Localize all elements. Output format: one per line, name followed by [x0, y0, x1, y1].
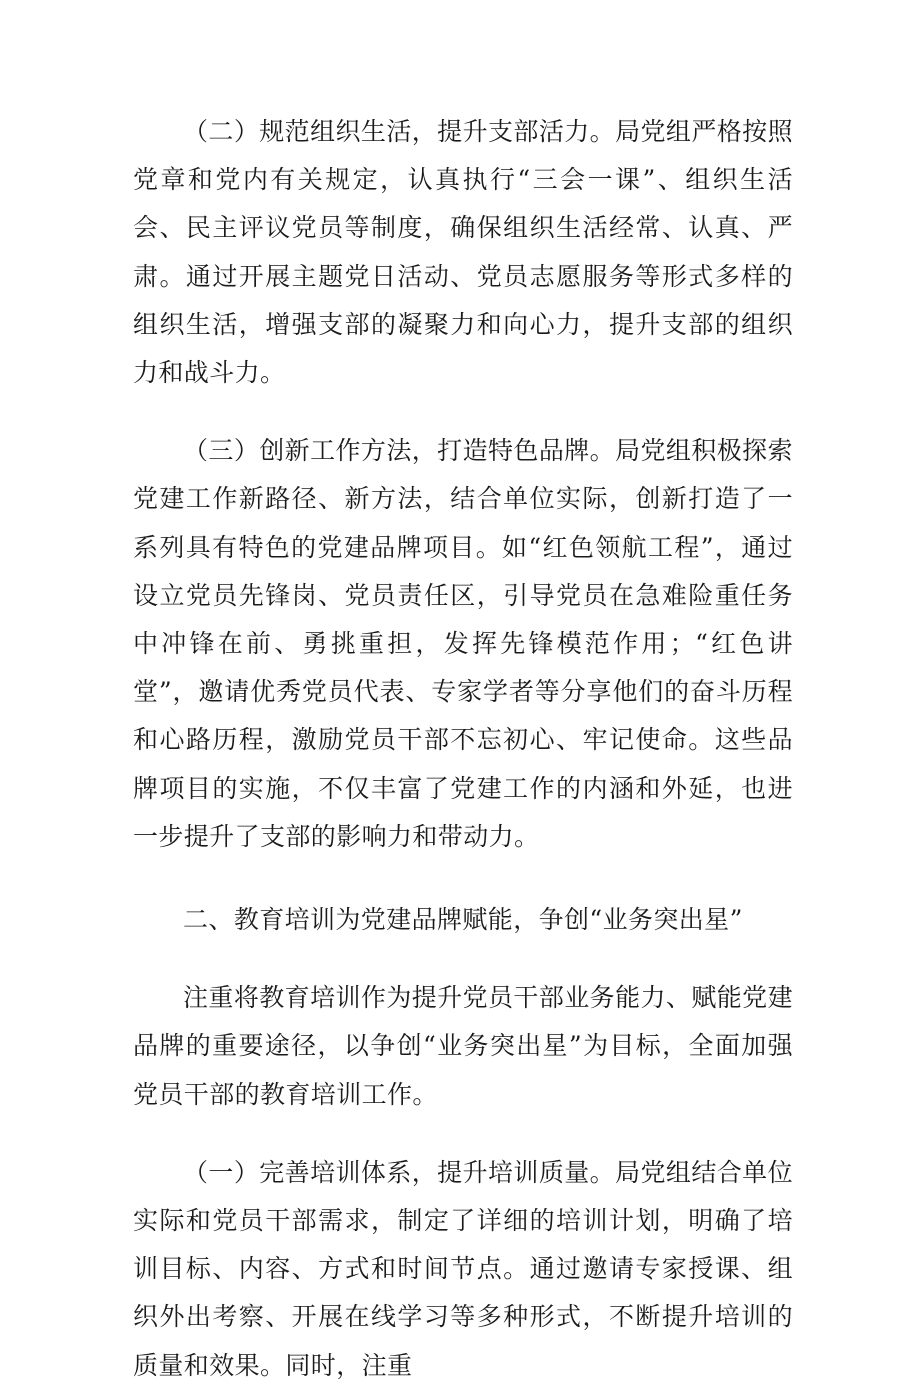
paragraph-education-intro: 注重将教育培训作为提升党员干部业务能力、赋能党建品牌的重要途径，以争创“业务突出星”为目标，全面加强党员干部的教育培训工作。: [133, 983, 793, 1109]
section-heading-education-training: 二、教育培训为党建品牌赋能，争创“业务突出星”: [183, 905, 743, 935]
paragraph-training-system: （一）完善培训体系，提升培训质量。局党组结合单位实际和党员干部需求，制定了详细的培训计划，明确了培训目标、内容、方式和时间节点。通过邀请专家授课、组织外出考察、开展在线学习等多种形式，不断提升培训的质量和效果。同时，注重: [133, 1157, 793, 1380]
paragraph-party-brand: （三）创新工作方法，打造特色品牌。局党组积极探索党建工作新路径、新方法，结合单位实际，创新打造了一系列具有特色的党建品牌项目。如“红色领航工程”，通过设立党员先锋岗、党员责任区，引导党员在急难险重任务中冲锋在前、勇挑重担，发挥先锋模范作用；“红色讲堂”，邀请优秀党员代表、专家学者等分享他们的奋斗历程和心路历程，激励党员干部不忘初心、牢记使命。这些品牌项目的实施，不仅丰富了党建工作的内涵和外延，也进一步提升了支部的影响力和带动力。: [133, 436, 793, 851]
document-body: [133, 108, 793, 1390]
paragraph-organization-life: （二）规范组织生活，提升支部活力。局党组严格按照党章和党内有关规定，认真执行“三会一课”、组织生活会、民主评议党员等制度，确保组织生活经常、认真、严肃。通过开展主题党日活动、党员志愿服务等形式多样的组织生活，增强支部的凝聚力和向心力，提升支部的组织力和战斗力。: [133, 117, 793, 388]
